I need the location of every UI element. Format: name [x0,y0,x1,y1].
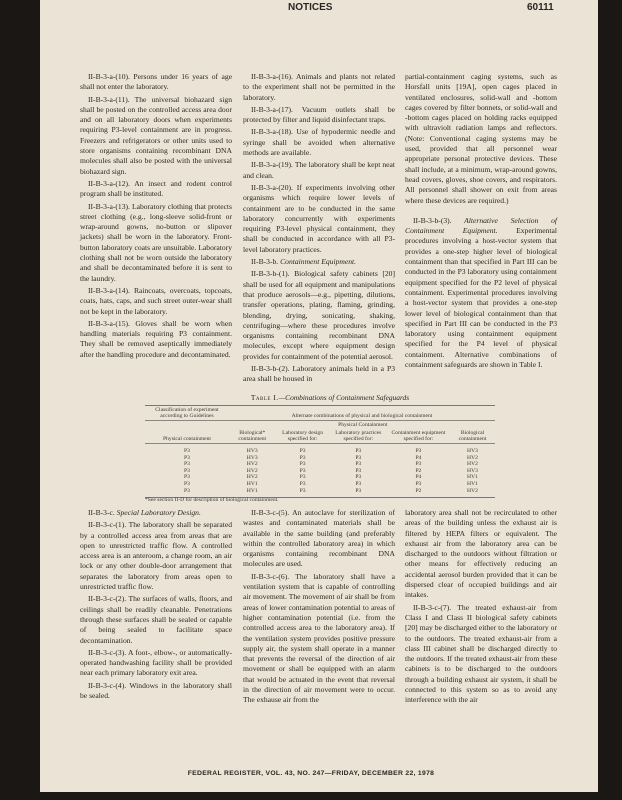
paragraph-lead: II-B-3-a-(10). [88,72,130,81]
table-group-classification: Classification of experiment according to Guidelines [145,406,229,421]
paragraph [80,648,232,679]
paragraph-body: A foot-, elbow-, or automatically-operated handwashing facility shall be provided near each primary laboratory exit area. [80,647,232,678]
paragraph [405,603,557,706]
paragraph [405,72,557,206]
paragraph [80,508,232,518]
column-3-top [405,72,557,372]
table-cell: P2 [415,487,422,494]
table-cell: P3 [299,487,306,494]
table-cell: HV3 [246,448,258,454]
paragraph [243,364,395,385]
paragraph-lead: II-B-3-a-(13). [88,201,130,211]
table-cell: P3 [184,454,190,461]
table-cell: P3 [355,474,362,481]
table-row [145,481,495,488]
table-cell: P3 [299,448,306,454]
table-cell: HV3 [467,448,478,454]
paragraph-body: Windows in the laboratory shall be sealed. [80,680,232,701]
table-cell: P3 [415,480,422,487]
table-cell: HV2 [246,467,258,474]
table-cell: P3 [355,467,362,474]
table-cell: P3 [299,467,306,474]
column-header: Biological containment [450,429,495,444]
table-cell: P3 [184,480,190,487]
paragraph-lead: II-B-3-a-(18). [251,127,293,137]
paragraph [243,269,395,362]
paragraph [80,520,232,592]
paragraph [243,183,395,255]
paragraph-body: partial-containment caging systems, such as Horsfall units [19A], open cages placed in ventilated enclosures, solid-wall and -bottom cages covered by filter bonnets, or solid-wall and -bottom cages placed on holding racks equipped with ultraviolt radiation lamps and reflectors. (Note: Conventional caging systems may be used, provided that all personnel wear appropriate personal protective devices. These shall include, at a minimum, wrap-around gowns, head covers, gloves, shoe covers, and respirators. All personnel shall shower on exit from areas where these devices are required.) [405,72,557,205]
paragraph-body: Raincoats, overcoats, topcoats, coats, hats, caps, and such street outer-wear shall not be kept in the laboratory. [80,285,232,316]
paragraph-body: The treated exhaust-air from Class I and Class II biological safety cabinets [20] may be discharged either to the laboratory or to the outdoors. The treated exhaust-air from a class III cabinet shall be discharged directly to the outdoors. If the treated exhaust-air from these cabinets is to be discharged to the outdoors through a building exhaust air system, it shall be connected to this system so as to avoid any interference with the air [405,602,557,705]
table-cell: P3 [184,448,190,454]
paragraph [80,202,232,284]
table-cell: HV2 [467,461,478,468]
table-cell: HV2 [467,487,478,494]
table-cell: P3 [184,467,190,474]
paragraph-lead: II-B-3-b-(1). [251,269,290,279]
column-2-top [243,72,395,387]
table-cell: P3 [355,480,362,487]
paragraph [405,216,557,370]
section-header: NOTICES [288,2,333,13]
paragraph-lead: II-B-3-c-(7). [413,602,452,612]
column-header: Laboratory practices specified for: [330,429,387,444]
table-cell: HV3 [246,454,258,461]
paragraph-body: Biological safety cabinets [20] shall be used for all equipment and manipulations that produce aerosols—e.g., pipetting, dilutions, transfer operations, plating, flaming, grinding, blending, drying, sonicating, shaking, centrifuging—where these procedures involve organisms containing recombinant DNA molecules, except where equipment design provides for containment of the potential aerosol. [243,269,395,361]
paragraph-body: Persons under 16 years of age shall not enter the laboratory. [80,72,232,92]
table-cell: P3 [415,448,422,454]
column-1-top [80,72,232,362]
paragraph-lead: II-B-3-b-(3). [413,215,452,225]
paragraph-lead: II-B-3-b. [251,257,279,267]
paragraph-title: Containment Equipment. [278,257,357,267]
paragraph-title: Special Laboratory Design. [114,508,201,517]
paragraph-body: An autoclave for sterilization of wastes and contaminated materials shall be available in the same building (and preferably within the controlled laboratory area) in which organisms containing recombinant DNA molecules are used. [243,508,395,569]
table-cell: P3 [355,448,362,454]
paragraph-lead: II-B-3-c-(5). [251,508,290,517]
table-cell: P3 [184,461,190,468]
paragraph [243,127,395,158]
table-cell: P3 [299,480,306,487]
paragraph-body: Gloves shall be worn when handling materials requiring P3 containment. They shall be removed aseptically immediately after the handling procedure and decontaminated. [80,318,232,359]
paragraph-lead: II-B-3-a-(11). [88,94,130,104]
paragraph-lead: II-B-3-a-(16). [251,72,293,81]
table-title: —Combinations of Containment Safeguards [278,393,410,402]
column-header: Laboratory design specified for: [275,429,329,444]
paragraph-body: Laboratory animals held in a P3 area shall be housed in [243,364,395,384]
table-label: Table I. [250,393,279,402]
paragraph-title: Alternative Selection of Containment Equipment. [405,215,557,236]
paragraph [80,594,232,645]
containment-table [145,405,495,498]
column-header: Biological* containment [229,429,275,444]
paragraph-lead: II-B-3-a-(14). [88,285,130,295]
table-cell: P3 [415,461,422,468]
page-number: 60111 [527,2,554,13]
table-cell: HV2 [246,461,258,468]
column-1-bottom [80,508,232,703]
column-header: Containment equipment specified for: [387,429,450,444]
paragraph-body: The universal biohazard sign shall be posted on the controlled access area door and on all laboratory doors when experiments requiring P3-level containment are in progress. Freezers and refrigerators or other units used to store organisms containing recombinant DNA molecules shall also be posted with the universal biohazard sign. [80,94,232,176]
table-row [145,455,495,462]
paragraph-body: The laboratory shall have a ventilation system that is capable of controlling air movement. The movement of air shall be from areas of lower contamination potential to areas of higher contamination potential (i.e. from the controlled access area to the laboratory area). If the ventilation system provides positive pressure supply air, the system shall operate in a manner that prevents the reversal of the direction of air movement or shall be equipped with an alarm that would be actuated in the event that reversal in the direction of air movement were to occur. The exhause air from the [243,571,395,705]
table-cell: P2 [415,467,422,474]
table-row [145,468,495,475]
paragraph-body: laboratory area shall not be recirculated to other areas of the building unless the exhaust air is filtered by HEPA filters or equivalent. The exhaust air from the laboratory area can be discharged to the outdoors without filtration or other means for effectively reducing an accidental aerosol burden provided that it can be dispersed clear of occupied buildings and air intakes. [405,508,557,600]
paragraph-lead: II-B-3-a-(12). [88,178,130,188]
paragraph-lead: II-B-3-b-(2). [251,364,290,374]
page-footer: FEDERAL REGISTER, VOL. 43, NO. 247—FRIDAY, DECEMBER 22, 1978 [187,770,435,777]
table-row [145,474,495,481]
paragraph-body: Experimental procedures involving a host-vector system that provides a one-step higher level of biological containment than that specified in Part III can be conducted in the P3 laboratory using containment equipment specified for the P2 level of physical containment. Experimental procedures involving a host-vector system that provides a one-step lower level of biological containment than that specified in Part III can be conducted in the P3 laboratory using containment equipment specified for the P4 level of physical containment. Alternative combinations of containment safeguards are shown in Table I. [405,226,557,370]
table-footnote: *See section II-D for description of biological containment. [145,497,279,503]
paragraph-lead: II-B-3-c. [88,508,115,517]
paragraph [80,286,232,317]
column-2-bottom [243,508,395,708]
paragraph-lead: II-B-3-a-(15). [88,318,130,328]
table-cell: HV1 [246,480,258,487]
table-caption [175,393,485,402]
paragraph [243,572,395,706]
table-row [145,444,495,455]
table-cell: P4 [415,474,422,481]
paragraph-lead: II-B-3-a-(20). [251,182,293,192]
paragraph-lead: II-B-3-c-(3). [88,647,127,657]
table-cell: HV1 [467,474,478,481]
table-cell: HV2 [467,454,478,461]
paragraph-lead: II-B-3-c-(1). [88,520,127,530]
table-cell: P3 [299,461,306,468]
table-subgroup: Physical Containment [338,422,388,428]
table-row [145,461,495,468]
paragraph-body: An insect and rodent control program shall be instituted. [80,178,232,199]
paragraph-body: The laboratory shall be kept neat and clean. [243,160,395,180]
paragraph [243,72,395,103]
paragraph-body: Vacuum outlets shall be protected by filter and liquid disinfectant traps. [243,104,395,125]
table-cell: P3 [299,454,306,461]
column-3-bottom [405,508,557,708]
paragraph [80,681,232,702]
paragraph-body: If experiments involving other organisms which require lower levels of containment are to be conducted in the same laboratory concurrently with experiments requiring P3-level physical containment, they shall be conducted in accordance with all P3-level laboratory practices. [243,182,395,254]
table-cell: P3 [355,454,362,461]
paragraph [80,319,232,360]
column-header: Physical containment [145,429,229,444]
table-cell: HV1 [467,480,478,487]
paragraph-body: Animals and plants not related to the experiment shall not be permitted in the laboratory. [243,72,395,102]
table-cell: HV1 [246,487,258,494]
paragraph [243,160,395,181]
paragraph [80,95,232,177]
table-cell: HV3 [467,467,478,474]
paragraph [405,508,557,601]
paragraph-lead: II-B-3-a-(17). [251,104,293,114]
paragraph-lead: II-B-3-a-(19). [251,160,293,170]
table-cell: P3 [299,474,306,481]
paragraph [80,179,232,200]
paragraph [243,257,395,267]
table-cell: P3 [184,474,190,481]
paragraph [243,105,395,126]
table-cell: HV2 [246,474,258,481]
table-cell: P3 [355,461,362,468]
paragraph-lead: II-B-3-c-(4). [88,680,127,690]
paragraph-body: Use of hypodermic needle and syringe shall be avoided when alternative methods are available. [243,127,395,158]
table-cell: P4 [415,454,422,461]
paragraph [80,72,232,93]
table-cell: P3 [184,487,190,494]
paragraph-body: The surfaces of walls, floors, and ceilings shall be readily cleanable. Penetrations through these surfaces shall be sealed or capable of being sealed to facilitate space decontamination. [80,594,232,645]
table-group-alternate: Alternate combinations of physical and biological containment [229,406,495,421]
paragraph-lead: II-B-3-c-(2). [88,594,127,604]
table-cell: P3 [355,487,362,494]
paragraph-lead: II-B-3-c-(6). [251,571,290,581]
paragraph-body: The laboratory shall be separated by a controlled access area from areas that are open to unrestricted traffic flow. A controlled access area is an anteroom, a change room, an air lock or any other double-door arrangement that separates the laboratory from areas open to unrestricted traffic flow. [80,520,232,592]
paragraph [243,508,395,570]
paragraph-body: Laboratory clothing that protects street clothing (e.g., long-sleeve solid-front or wrap-around gowns, no-button or slipover jackets) shall be worn in the laboratory. Front-button laboratory coats are unsuitable. Laboratory clothing shall not be worn outside the laboratory and shall be decontaminated before it is sent to the laundry. [80,201,232,283]
